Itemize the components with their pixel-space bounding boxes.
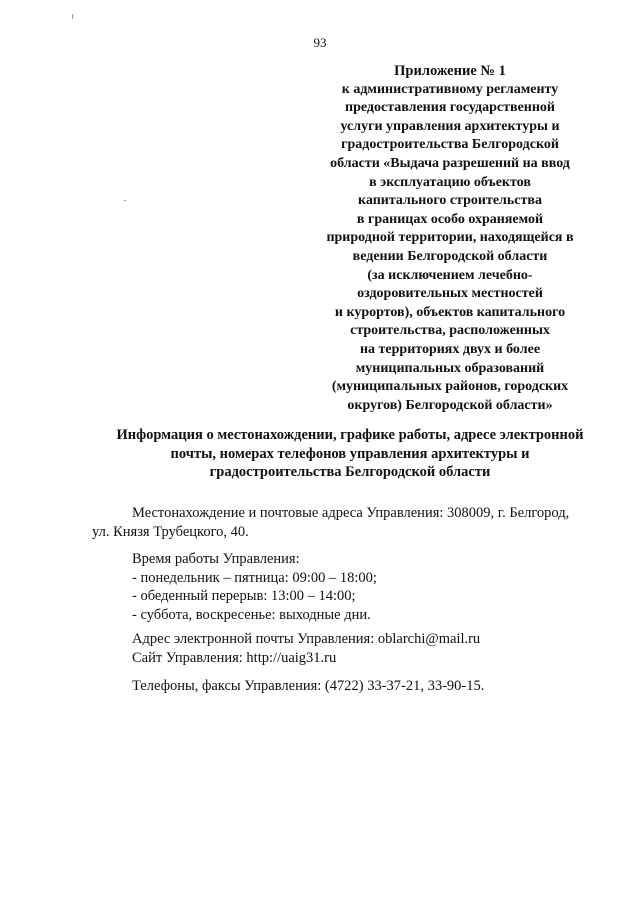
appendix-line: на территориях двух и более	[359, 341, 541, 357]
phones-line: Телефоны, факсы Управления: (4722) 33-37-21, 33-90-15.	[132, 678, 485, 694]
hours-item: - понедельник – пятница: 09:00 – 18:00;	[132, 569, 377, 586]
appendix-line: природной территории, находящейся в	[326, 230, 574, 246]
appendix-line: ведении Белгородской области	[352, 248, 548, 264]
appendix-header	[300, 62, 600, 415]
appendix-line: в эксплуатацию объектов	[369, 174, 531, 190]
hours-item: - обеденный перерыв: 13:00 – 14:00;	[132, 588, 356, 604]
appendix-line: капитального строительства	[358, 193, 542, 209]
appendix-line: градостроительства Белгородской	[341, 137, 559, 153]
working-hours	[132, 550, 640, 624]
address-line: Местонахождение и почтовые адреса Управления: 308009, г. Белгород,	[132, 505, 570, 521]
appendix-line: муниципальных образований	[355, 360, 545, 376]
address-line: ул. Князя Трубецкого, 40.	[92, 523, 249, 540]
heading-line: почты, номерах телефонов управления архитектуры и	[170, 445, 530, 462]
appendix-title: Приложение № 1	[394, 63, 506, 79]
appendix-line: услуги управления архитектуры и	[340, 118, 560, 134]
appendix-line: к административному регламенту	[341, 81, 559, 97]
appendix-line: строительства, расположенных	[350, 323, 550, 339]
appendix-line: предоставления государственной	[345, 100, 555, 116]
page-number: 93	[313, 35, 327, 50]
appendix-line: в границах особо охраняемой	[356, 211, 544, 227]
section-heading	[80, 426, 620, 482]
hours-title: Время работы Управления:	[132, 551, 300, 567]
appendix-line: (муниципальных районов, городских	[331, 379, 569, 395]
scan-mark	[72, 14, 73, 19]
address-paragraph	[92, 504, 617, 541]
appendix-line: (за исключением лечебно-	[367, 267, 533, 283]
hours-item: - суббота, воскресенье: выходные дни.	[132, 606, 371, 623]
appendix-line: округов) Белгородской области»	[347, 397, 553, 413]
heading-line: градостроительства Белгородской области	[209, 464, 491, 480]
website-line: Сайт Управления: http://uaig31.ru	[132, 649, 337, 666]
email-line: Адрес электронной почты Управления: oblarchi@mail.ru	[132, 631, 481, 647]
phones	[132, 677, 640, 696]
heading-line: Информация о местонахождении, графике работы, адресе электронной	[116, 427, 584, 443]
appendix-line: оздоровительных местностей	[357, 286, 543, 302]
appendix-line: и курортов), объектов капитального	[334, 304, 566, 320]
contacts	[132, 630, 640, 667]
scan-mark	[124, 200, 126, 201]
appendix-line: области «Выдача разрешений на ввод	[330, 155, 570, 171]
